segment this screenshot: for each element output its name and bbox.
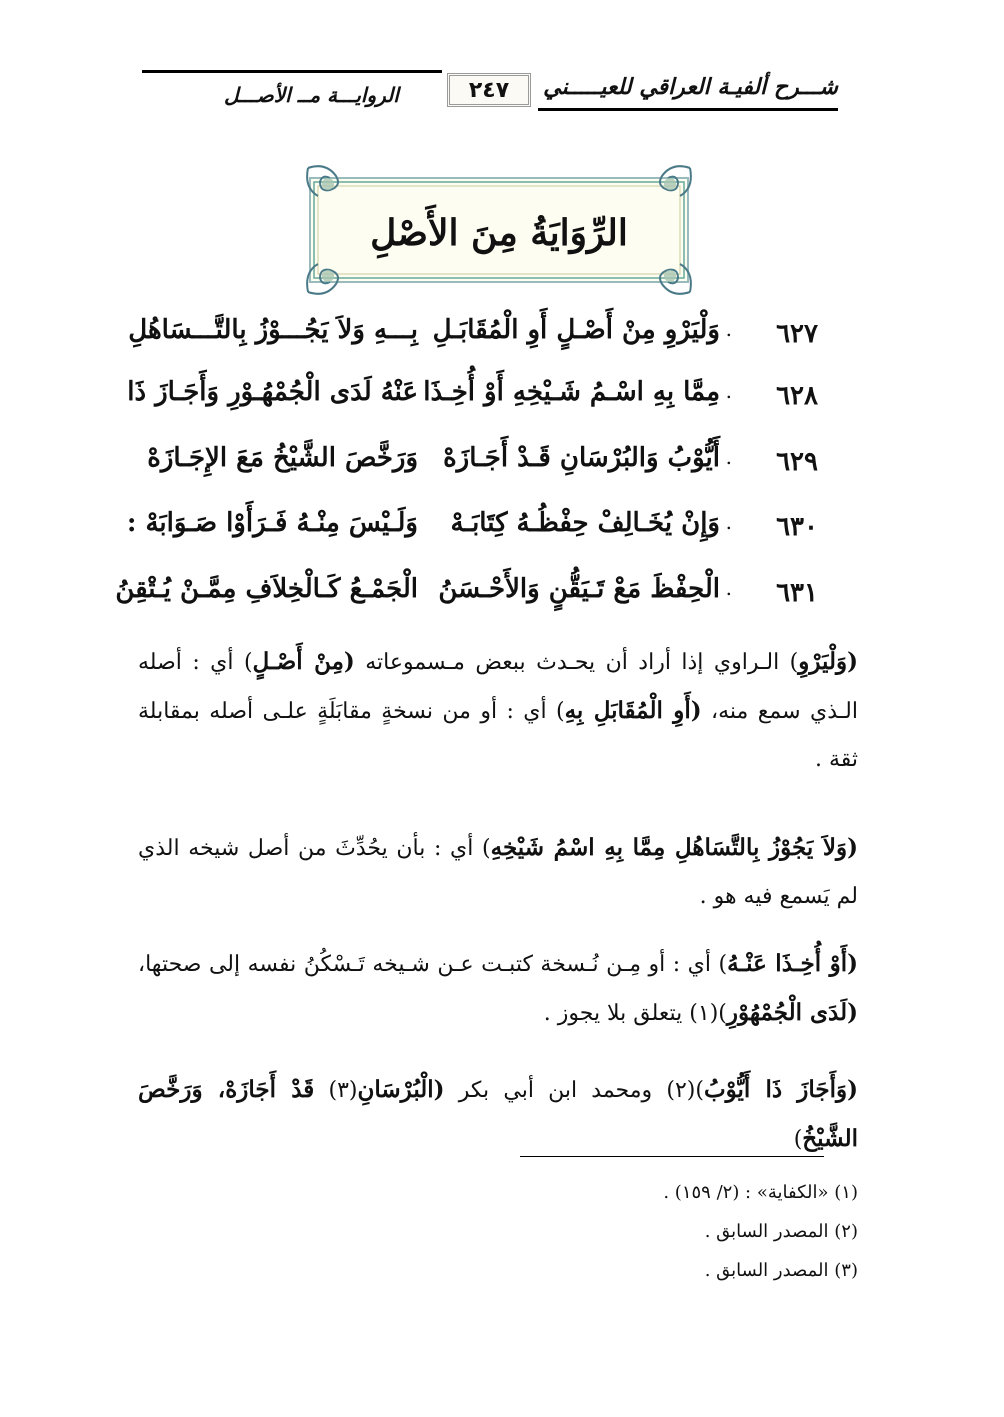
footnote-rule [520,1156,824,1157]
commentary-text: ) أي : أو من نسخةٍ مقابَلَةٍ علـى أصله بمقابلة ثقة . [138,699,858,772]
footnote: (٣) المصدر السابق . [704,1260,858,1281]
verse-second-hemistich: وَلَـيْسَ مِنْـهُ فَـرَأَوْا صَـوَابَهْ : [126,508,418,538]
verse-number: ٦٢٧ [776,319,818,349]
book-title: شـــرح ألفيـة العراقي للعيـــــني [543,74,838,100]
page-number: ٢٤٧ [447,73,531,107]
verse-number: ٦٣٠ [776,512,818,542]
chapter-title: الروايـــة مــ الأصـــل [224,83,399,107]
verse-first-hemistich: أَيُّوْبُ وَالبُرْسَانِ قَـدْ أَجَـازَهْ [443,443,720,473]
commentary-paragraph [138,940,858,1038]
header-rule-top [142,70,442,73]
quoted-verse-text: (وَلاَ يَجُوْزُ بِالتَّسَاهُلِ مِمَّا بِهِ اسْمُ شَيْخِهِ [490,834,858,861]
quoted-verse-text: (وَلْيَرْوِ [798,648,858,675]
commentary-text: ) أي : أو مِـن نُـسخة كتبـت عـن شـيخه تَـسْكُنُ نفسه إلى صحتها، [138,952,728,977]
verse-second-hemistich: عَنْهُ لَدَى الْجُمْهُـوْرِ وَأَجَـازَ ذَا [127,377,418,407]
verse-separator: . [725,445,732,469]
quoted-verse-text: (وَأَجَازَ ذَا أَيُّوْبُ [703,1076,859,1103]
commentary-paragraph [138,638,858,784]
verse-row [115,574,830,614]
quoted-verse-text: (أَوْ أُخِـذَا عَنْـهُ [727,950,858,977]
verse-separator: . [725,576,732,600]
footnote: (٢) المصدر السابق . [704,1221,858,1242]
quoted-verse-text: (مِنْ أَصْـلٍ [252,648,355,675]
verse-first-hemistich: مِمَّا بِهِ اسْـمُ شَـيْخِهِ أَوْ أُخِـذَا [423,377,720,407]
quoted-verse-text: قَدْ أَجَازَهْ، وَرَخَّصَ الشَّيْخُ [138,1076,858,1152]
commentary-paragraph [138,824,858,921]
verse-row [126,508,830,548]
commentary-text: ) [793,1127,803,1152]
verse-number: ٦٢٩ [776,447,818,477]
verse-separator: . [725,510,732,534]
verse-first-hemistich: وَلْيَرْوِ مِنْ أَصْـلٍ أَوِ الْمُقَابَـلِ [432,315,720,345]
commentary-text: ) أي : بأن يحُدِّثَ من أصل شيخه الذي لم يَسمع فيه هو . [138,836,858,909]
verse-second-hemistich: بِـــهِ وَلاَ يَجُـــوْزُ بِالتَّـــسَاهُلِ [128,315,418,345]
verse-separator: . [725,317,732,341]
commentary-text: ) أي : أصله الـذي سمع منه، [138,650,858,724]
commentary-text: )(٢) ومحمد ابن أبي بكر [444,1078,704,1103]
quoted-verse-text: (لَدَى الْجُمْهُوْرِ [726,999,858,1026]
verse-second-hemistich: وَرَخَّصَ الشَّيْخُ مَعَ الإِجَـازَهْ [147,443,418,473]
verse-row [128,315,830,355]
quoted-verse-text: (الْبُرْسَانِ [357,1076,445,1103]
footnote: (١) «الكفاية» : (٢/ ١٥٩) . [663,1182,858,1203]
section-title: الرِّوَايَةُ مِنَ الأَصْلِ [370,212,628,254]
commentary-text: )(١) يتعلق بلا يجوز . [543,1001,727,1026]
verse-separator: . [725,379,732,403]
section-title-frame [304,164,694,296]
commentary-text: ) الـراوي إذا أراد أن يحـدث ببعض مـسموعاته [354,650,799,675]
verse-row [140,443,830,483]
verse-second-hemistich: الْجَمْـعُ كَـالْخِلاَفِ مِمَّـنْ يُـتْقِنُ [115,574,418,604]
header-rule-bottom [538,108,838,111]
verse-row [127,377,830,417]
verse-first-hemistich: الْحِفْظَ مَعْ تَـيَقُّنٍ وَالأَحْـسَنُ [438,574,720,604]
commentary-paragraph [138,1066,858,1164]
verse-number: ٦٢٨ [776,381,818,411]
quoted-verse-text: (أَوِ الْمُقَابَلِ بِهِ [564,697,702,724]
verse-first-hemistich: وَإِنْ يُخَـالِفْ حِفْظُـهُ كِتَابَـهْ [450,508,720,538]
commentary-text: (٣) [314,1078,358,1103]
verse-number: ٦٣١ [776,578,818,608]
